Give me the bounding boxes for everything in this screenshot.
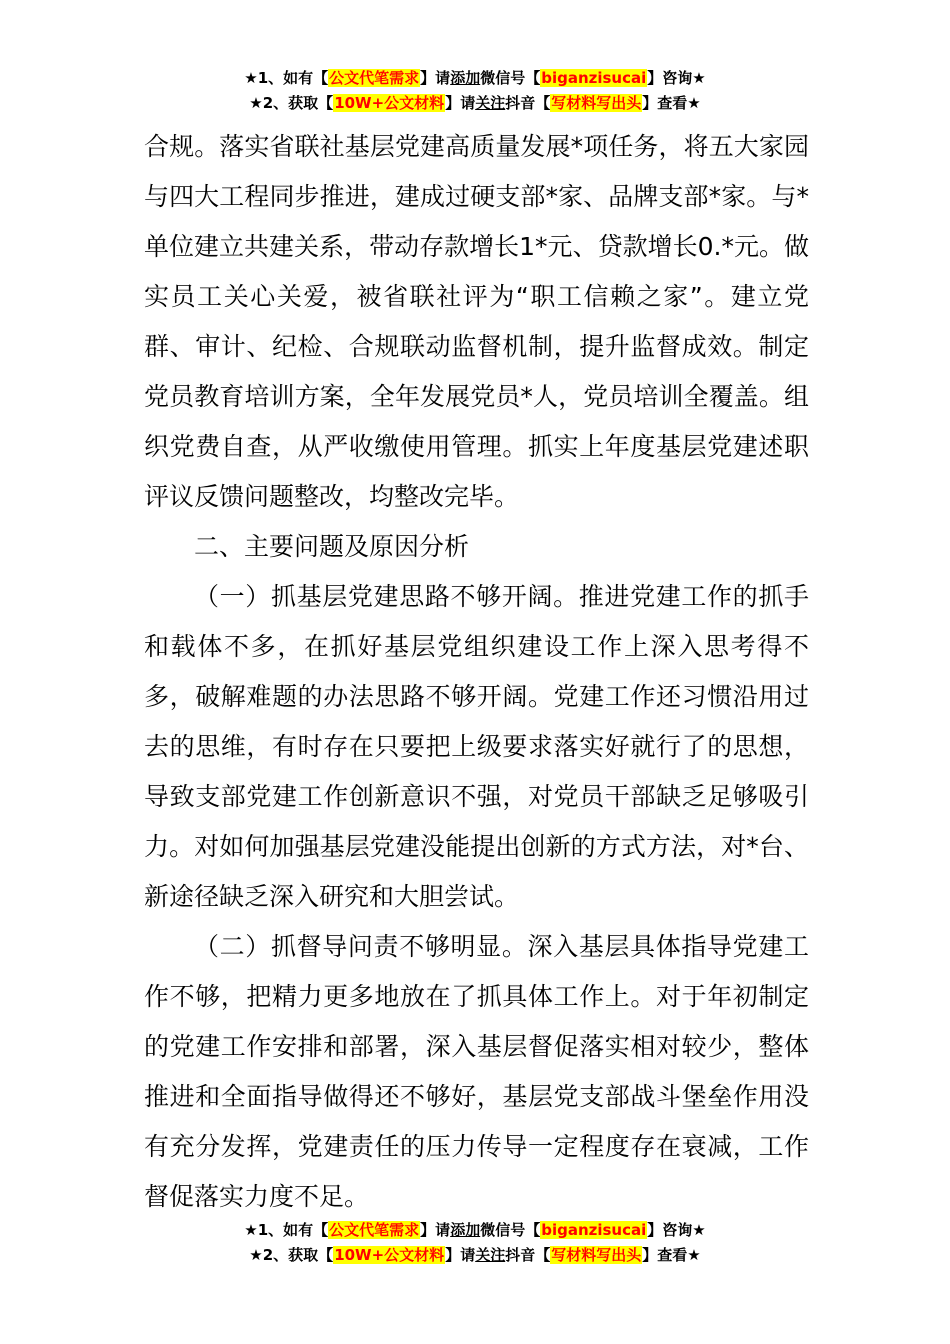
banner-highlight: biganzisucai [541,1221,647,1239]
banner-text: 】查看★ [642,1246,701,1264]
banner-text: ★1、如有【 [244,69,329,87]
banner-text: 微信号【 [480,1221,541,1239]
banner-line-1 [0,1218,950,1243]
top-banner [0,66,950,116]
banner-text: ★1、如有【 [244,1221,329,1239]
banner-line-2 [0,1243,950,1268]
banner-underlined: 添加 [450,69,481,87]
banner-highlight: 写材料写出头 [551,94,642,112]
banner-highlight: biganzisucai [541,69,647,87]
banner-underlined: 关注 [475,1246,506,1264]
banner-line-2 [0,91,950,116]
banner-underlined: 关注 [475,94,506,112]
banner-text: 抖音【 [505,94,551,112]
banner-highlight: 公文代笔需求 [329,69,420,87]
banner-highlight: 10W+公文材料 [334,1246,445,1264]
banner-text: 】请 [445,94,476,112]
banner-line-1 [0,66,950,91]
banner-text: 】咨询★ [647,1221,706,1239]
banner-text: 微信号【 [480,69,541,87]
paragraph-issue-2: （二）抓督导问责不够明显。深入基层具体指导党建工作不够，把精力更多地放在了抓具体工作上。对于年初制定的党建工作安排和部署，深入基层督促落实相对较少，整体推进和全面指导做得还不够好，基层党支部战斗堡垒作用没有充分发挥，党建责任的压力传导一定程度存在衰减，工作督促落实力度不足。 [144,932,809,1211]
banner-text: 】请 [420,1221,451,1239]
banner-text: ★2、获取【 [249,94,334,112]
banner-text: 】请 [445,1246,476,1264]
banner-text: ★2、获取【 [249,1246,334,1264]
banner-highlight: 公文代笔需求 [329,1221,420,1239]
banner-highlight: 写材料写出头 [551,1246,642,1264]
banner-text: 】查看★ [642,94,701,112]
banner-text: 】请 [420,69,451,87]
bottom-banner [0,1218,950,1268]
banner-text: 抖音【 [505,1246,551,1264]
banner-text: 】咨询★ [647,69,706,87]
banner-highlight: 10W+公文材料 [334,94,445,112]
section-heading: 二、主要问题及原因分析 [194,532,470,561]
document-body [144,122,809,1222]
paragraph-issue-1: （一）抓基层党建思路不够开阔。推进党建工作的抓手和载体不多，在抓好基层党组织建设工作上深入思考得不多，破解难题的办法思路不够开阔。党建工作还习惯沿用过去的思维，有时存在只要把上级要求落实好就行了的思想，导致支部党建工作创新意识不强，对党员干部缺乏足够吸引力。对如何加强基层党建没能提出创新的方式方法，对*台、新途径缺乏深入研究和大胆尝试。 [144,582,809,911]
paragraph-continuation: 合规。落实省联社基层党建高质量发展*项任务，将五大家园与四大工程同步推进，建成过硬支部*家、品牌支部*家。与*单位建立共建关系，带动存款增长1*元、贷款增长0.*元。做实员工关心关爱，被省联社评为“职工信赖之家”。建立党群、审计、纪检、合规联动监督机制，提升监督成效。制定党员教育培训方案，全年发展党员*人，党员培训全覆盖。组织党费自查，从严收缴使用管理。抓实上年度基层党建述职评议反馈问题整改，均整改完毕。 [144,132,809,511]
banner-underlined: 添加 [450,1221,481,1239]
